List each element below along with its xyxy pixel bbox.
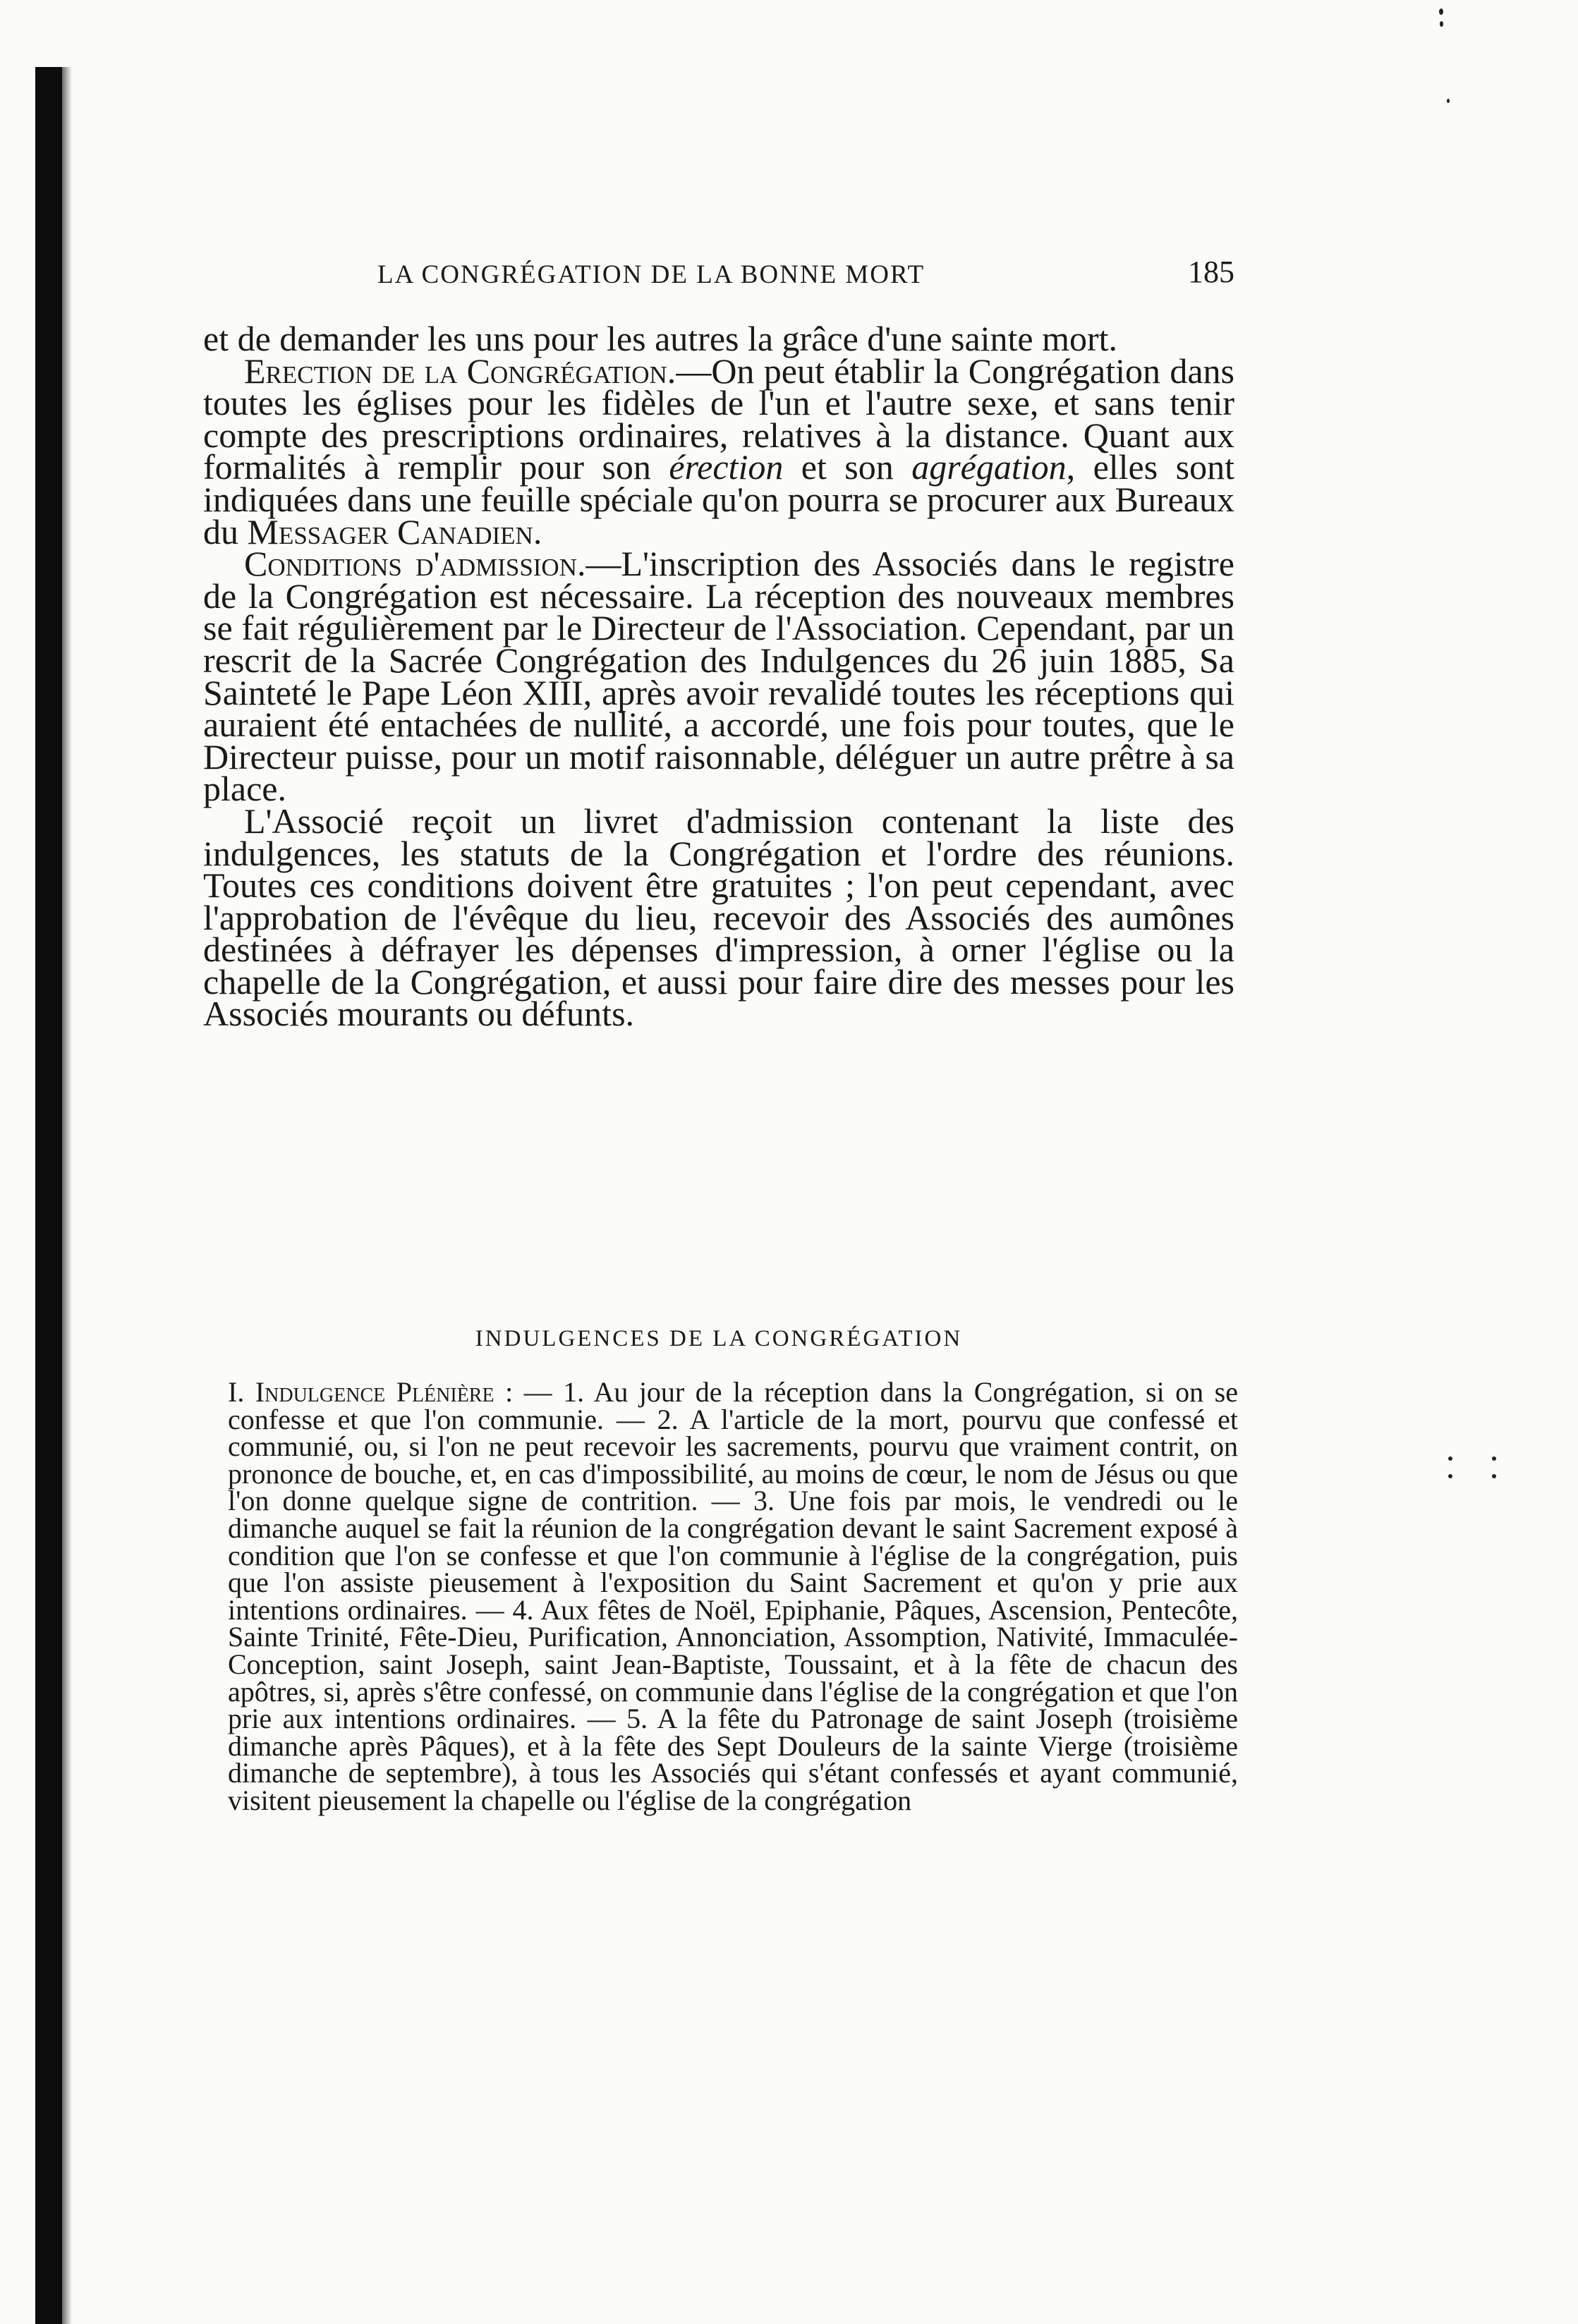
indulgence-text: — 1. Au jour de la réception dans la Congrégation, si on se confesse et que l'on communie. — 2. A l'article de la mort, pourvu que confessé et communié, ou, si l'on ne peut recevoir les sacrements, pourvu que vraiment contrit, on prononce de bouche, et, en cas d'impossibilité, au moins de cœur, le nom de Jésus ou que l'on donne quelque signe de contrition. — 3. Une fois par mois, le vendredi ou le dimanche auquel se fait la réunion de la congrégation devant le saint Sacrement exposé à condition que l'on se confesse et que l'on communie à l'église de la congrégation, puis que l'on assiste pieusement à l'exposition du Saint Sacrement et qu'on y prie aux intentions ordinaires. — 4. Aux fêtes de Noël, Epiphanie, Pâques, Ascension, Pentecôte, Sainte Trinité, Fête-Dieu, Purification, Annonciation, Assomption, Nativité, Immaculée-Conception, saint Joseph, saint Jean-Baptiste, Toussaint, et à la fête de chacun des apôtres, si, après s'être confessé, on communie dans l'église de la congrégation et que l'on prie aux intentions ordinaires. — 5. A la fête du Patronage de saint Joseph (troisième dimanche après Pâques), et à la fête des Sept Douleurs de la sainte Vierge (troisième dimanche de septembre), à tous les Associés qui s'étant confessés et ayant communié, visitent pieusement la chapelle ou l'église de la congrégation — [228, 1376, 1238, 1816]
running-header — [377, 254, 1234, 303]
paragraph-text: L'Associé reçoit un livret d'admission contenant la liste des indulgences, les statuts de la Congrégation et l'ordre des réunions. Toutes ces conditions doivent être gratuites ; l'on peut cependant, avec l'approbation de l'évêque du lieu, recevoir des Associés des aumônes destinées à défrayer les dépenses d'impression, à orner l'église ou la chapelle de la Congrégation, et aussi pour faire dire des messes pour les Associés mourants ou défunts. — [203, 801, 1234, 1034]
main-text — [203, 319, 1235, 1034]
paragraph — [203, 801, 1234, 1034]
paragraph-lead: Erection de la Congrégation. — [244, 351, 676, 391]
section-heading: INDULGENCES DE LA CONGRÉGATION — [475, 1326, 963, 1351]
paragraph-text: et son — [783, 447, 912, 487]
scan-speck — [1447, 99, 1450, 103]
publication-name: Messager Canadien — [247, 511, 533, 552]
indulgence-list — [228, 1376, 1238, 1816]
indulgence-paragraph — [228, 1376, 1238, 1816]
paragraph-text: —On peut établir la Congrégation dans toutes les églises pour les fidèles de l'un et l'autre sexe, et sans tenir compte des prescriptions ordinaires, relatives à la distance. Quant aux formalités à remplir pour son — [203, 351, 1235, 487]
emphasis-text: agrégation — [911, 447, 1067, 487]
scan-speck — [1440, 21, 1443, 27]
indulgence-lead: I. Indulgence Plénière : — [228, 1376, 514, 1408]
paragraph-text: et de demander les uns pour les autres la grâce d'une sainte mort. — [203, 319, 1118, 358]
scan-speck — [1492, 1456, 1496, 1461]
paragraph — [203, 351, 1235, 552]
paragraph — [203, 544, 1235, 809]
paragraph-text: —L'inscription des Associés dans le registre de la Congrégation est nécessaire. La réception des nouveaux membres se fait régulièrement par le Directeur de l'Association. Cependant, par un rescrit de la Sacrée Congrégation des Indulgences du 26 juin 1885, Sa Sainteté le Pape Léon XIII, après avoir revalidé toutes les réceptions qui auraient été entachées de nullité, a accordé, une fois pour toutes, que le Directeur puisse, pour un motif raisonnable, déléguer un autre prêtre à sa place. — [203, 544, 1235, 809]
scan-speck — [1439, 8, 1443, 15]
scan-speck — [1492, 1474, 1496, 1478]
paragraph-lead: Conditions d'admission. — [244, 544, 586, 584]
binding-shadow — [62, 67, 72, 2324]
page-number: 185 — [1188, 255, 1234, 289]
scan-speck — [1448, 1456, 1452, 1461]
paragraph-text: . — [533, 511, 542, 552]
paragraph-text: , elles sont indiquées dans une feuille spéciale qu'on pourra se procurer aux Bureaux du — [203, 447, 1234, 552]
scan-speck — [1448, 1474, 1452, 1478]
running-title: LA CONGRÉGATION DE LA BONNE MORT — [377, 260, 925, 289]
binding-edge — [35, 67, 62, 2324]
emphasis-text: érection — [669, 447, 784, 487]
